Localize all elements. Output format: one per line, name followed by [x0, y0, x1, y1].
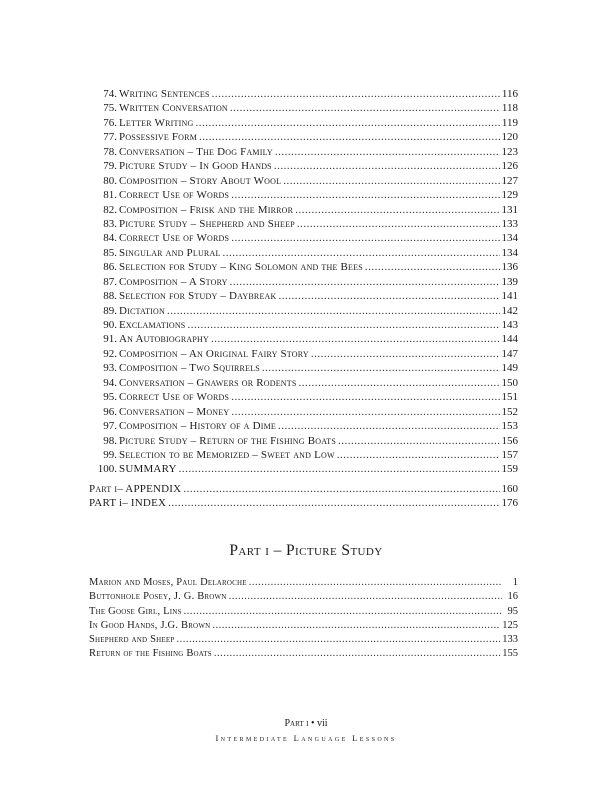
toc-entry[interactable] — [89, 188, 518, 202]
dot-leader — [211, 332, 500, 346]
toc-title: Conversation – Money — [119, 405, 230, 418]
toc-number: 88. — [103, 290, 117, 303]
toc-entry[interactable] — [89, 116, 518, 130]
toc-page: 142 — [501, 304, 518, 317]
toc-number: 76. — [103, 116, 117, 129]
footer-book-title: Intermediate Language Lessons — [215, 733, 397, 743]
toc-title: Writing Sentences — [119, 88, 210, 100]
dot-leader — [279, 289, 500, 303]
toc-number: 79. — [103, 160, 117, 173]
toc-entry[interactable] — [89, 101, 518, 115]
toc-number: 83. — [103, 217, 117, 230]
dot-leader — [299, 376, 500, 390]
dot-leader — [311, 347, 500, 361]
toc-entry[interactable] — [89, 174, 518, 188]
page-footer — [0, 718, 612, 729]
toc-page: 134 — [501, 246, 518, 259]
toc-number: 94. — [103, 376, 117, 389]
picture-title: The Goose Girl, Lins — [89, 605, 182, 617]
toc-number: 91. — [103, 333, 117, 346]
part-prefix: Part i — [89, 483, 118, 495]
toc-title: Conversation – Gnawers or Rodents — [119, 376, 297, 389]
toc-entry[interactable] — [89, 231, 518, 245]
dot-leader — [195, 116, 499, 130]
toc-title: Selection to be Memorized – Sweet and Low — [119, 448, 335, 461]
toc-entry[interactable] — [89, 318, 518, 332]
toc-entry-index[interactable] — [89, 496, 518, 510]
toc-entry[interactable] — [89, 332, 518, 346]
toc-title: Composition – An Original Fairy Story — [119, 347, 309, 360]
dot-leader — [176, 633, 500, 647]
part-prefix: PART i — [89, 497, 123, 509]
toc-title: – APPENDIX — [117, 483, 182, 495]
dot-leader — [231, 188, 499, 202]
table-of-contents — [89, 87, 518, 477]
toc-page: 156 — [501, 434, 518, 447]
toc-page: 127 — [501, 174, 518, 187]
toc-entry[interactable] — [89, 304, 518, 318]
picture-title: Buttonhole Posey, J. G. Brown — [89, 591, 227, 603]
toc-number: 93. — [103, 362, 117, 375]
toc-number: 80. — [103, 174, 117, 187]
back-matter-list — [89, 482, 518, 510]
picture-entry[interactable] — [89, 647, 518, 661]
dot-leader — [199, 130, 499, 144]
picture-title: Marion and Moses, Paul Delaroche — [89, 577, 247, 588]
toc-page: 144 — [501, 333, 518, 346]
toc-page: 153 — [501, 420, 518, 433]
toc-number: 86. — [103, 261, 117, 274]
picture-entry[interactable] — [89, 576, 518, 590]
toc-entry-appendix[interactable] — [89, 482, 518, 496]
toc-number: 89. — [103, 304, 117, 317]
toc-page: 176 — [501, 497, 518, 509]
toc-number: 98. — [103, 434, 117, 447]
dot-leader — [365, 260, 500, 274]
picture-entry[interactable] — [89, 590, 518, 604]
toc-entry[interactable] — [89, 87, 518, 101]
footer-page-number: vii — [316, 718, 328, 729]
toc-number: 74. — [103, 88, 117, 100]
toc-number: 100. — [97, 463, 117, 476]
dot-leader — [183, 482, 499, 496]
toc-title: Composition – History of a Dime — [119, 420, 276, 433]
toc-title: Written Conversation — [119, 102, 228, 115]
dot-leader — [337, 448, 500, 462]
dot-leader — [229, 590, 502, 604]
toc-page: 149 — [501, 362, 518, 375]
toc-number: 82. — [103, 203, 117, 216]
toc-page: 147 — [501, 347, 518, 360]
toc-page: 157 — [501, 448, 518, 461]
toc-title: Conversation – The Dog Family — [119, 145, 273, 158]
toc-page: 136 — [501, 261, 518, 274]
toc-page: 119 — [501, 116, 518, 129]
toc-page: 118 — [501, 102, 518, 115]
toc-entry[interactable] — [89, 419, 518, 433]
dot-leader — [231, 231, 499, 245]
toc-title: Composition – Story About Wool — [119, 174, 282, 187]
toc-title: Selection for Study – Daybreak — [119, 290, 277, 303]
toc-page: 126 — [501, 160, 518, 173]
toc-title: – INDEX — [122, 497, 167, 509]
picture-entry[interactable] — [89, 633, 518, 647]
picture-title: Return of the Fishing Boats — [89, 648, 212, 660]
picture-study-list — [89, 576, 518, 662]
toc-entry[interactable] — [89, 347, 518, 361]
toc-entry[interactable] — [89, 275, 518, 289]
toc-number: 75. — [103, 102, 117, 115]
toc-page: 120 — [501, 131, 518, 144]
dot-leader — [230, 275, 500, 289]
toc-entry[interactable] — [89, 130, 518, 144]
picture-page: 133 — [502, 634, 518, 646]
toc-page: 160 — [501, 483, 518, 495]
toc-title: Letter Writing — [119, 116, 194, 129]
dot-leader — [338, 434, 499, 448]
toc-title: Selection for Study – King Solomon and the Bees — [119, 261, 363, 274]
toc-entry[interactable] — [89, 376, 518, 390]
toc-page: 141 — [501, 290, 518, 303]
toc-number: 77. — [103, 131, 117, 144]
toc-number: 95. — [103, 391, 117, 404]
toc-entry[interactable] — [89, 217, 518, 231]
picture-page: 1 — [512, 577, 518, 588]
dot-leader — [230, 101, 500, 115]
toc-number: 85. — [103, 246, 117, 259]
dot-leader — [168, 496, 499, 510]
dot-leader — [283, 174, 499, 188]
toc-entry[interactable] — [89, 390, 518, 404]
toc-number: 84. — [103, 232, 117, 245]
picture-entry[interactable] — [89, 605, 518, 619]
dot-leader — [275, 145, 500, 159]
toc-page: 116 — [501, 88, 518, 100]
picture-title: Shepherd and Sheep — [89, 634, 175, 646]
toc-title: Correct Use of Words — [119, 391, 230, 404]
toc-entry[interactable] — [89, 405, 518, 419]
toc-title: Correct Use of Words — [119, 189, 230, 202]
dot-leader — [297, 217, 500, 231]
picture-page: 95 — [507, 605, 518, 617]
toc-entry[interactable] — [89, 246, 518, 260]
picture-entry[interactable] — [89, 619, 518, 633]
toc-page: 151 — [501, 391, 518, 404]
toc-page: 152 — [501, 405, 518, 418]
toc-number: 81. — [103, 189, 117, 202]
toc-title: An Autobiography — [119, 333, 209, 346]
picture-page: 155 — [502, 648, 518, 660]
toc-title: Composition – A Story — [119, 275, 228, 288]
toc-entry[interactable] — [89, 448, 518, 462]
section-heading: Part i – Picture Study — [229, 542, 383, 559]
picture-title: In Good Hands, J.G. Brown — [89, 619, 211, 631]
footer-part: Part i — [284, 718, 309, 729]
dot-leader — [249, 576, 502, 590]
toc-page: 159 — [501, 463, 518, 476]
toc-page: 143 — [501, 319, 518, 331]
toc-entry[interactable] — [89, 260, 518, 274]
dot-leader — [187, 318, 499, 332]
footer-bullet: • — [310, 718, 315, 729]
dot-leader — [212, 87, 500, 101]
toc-entry[interactable] — [89, 434, 518, 448]
toc-page: 133 — [501, 217, 518, 230]
dot-leader — [179, 462, 500, 476]
toc-page: 131 — [501, 203, 518, 216]
dot-leader — [231, 390, 499, 404]
toc-title: Singular and Plural — [119, 246, 221, 259]
toc-number: 92. — [103, 347, 117, 360]
toc-number: 87. — [103, 275, 117, 288]
picture-page: 125 — [502, 619, 518, 631]
dot-leader — [262, 361, 500, 375]
toc-number: 78. — [103, 145, 117, 158]
toc-number: 96. — [103, 405, 117, 418]
dot-leader — [278, 419, 500, 433]
toc-number: 90. — [103, 319, 117, 331]
toc-number: 97. — [103, 420, 117, 433]
toc-title: Picture Study – In Good Hands — [119, 160, 272, 173]
dot-leader — [231, 405, 499, 419]
toc-title: Correct Use of Words — [119, 232, 230, 245]
toc-title: Picture Study – Return of the Fishing Boats — [119, 434, 337, 447]
toc-title: Possessive Form — [119, 131, 198, 144]
toc-entry[interactable] — [89, 203, 518, 217]
toc-entry[interactable] — [89, 361, 518, 375]
toc-title: Dictation — [119, 304, 165, 317]
toc-title: Picture Study – Shepherd and Sheep — [119, 217, 295, 230]
toc-page: 123 — [501, 145, 518, 158]
toc-title: Exclamations — [119, 319, 186, 331]
toc-title: Composition – Two Squirrels — [119, 362, 260, 375]
dot-leader — [223, 246, 500, 260]
dot-leader — [214, 647, 500, 661]
toc-entry[interactable] — [89, 289, 518, 303]
toc-entry[interactable] — [89, 159, 518, 173]
toc-page: 134 — [501, 232, 518, 245]
dot-leader — [274, 159, 500, 173]
toc-entry[interactable] — [89, 145, 518, 159]
dot-leader — [295, 203, 499, 217]
toc-page: 129 — [501, 189, 518, 202]
toc-title: Composition – Frisk and the Mirror — [119, 203, 294, 216]
toc-number: 99. — [103, 448, 117, 461]
dot-leader — [167, 304, 500, 318]
dot-leader — [184, 605, 502, 619]
dot-leader — [212, 619, 500, 633]
picture-page: 16 — [507, 591, 518, 603]
toc-page: 139 — [501, 275, 518, 288]
toc-title: SUMMARY — [119, 463, 177, 476]
toc-page: 150 — [501, 376, 518, 389]
toc-entry[interactable] — [89, 462, 518, 476]
